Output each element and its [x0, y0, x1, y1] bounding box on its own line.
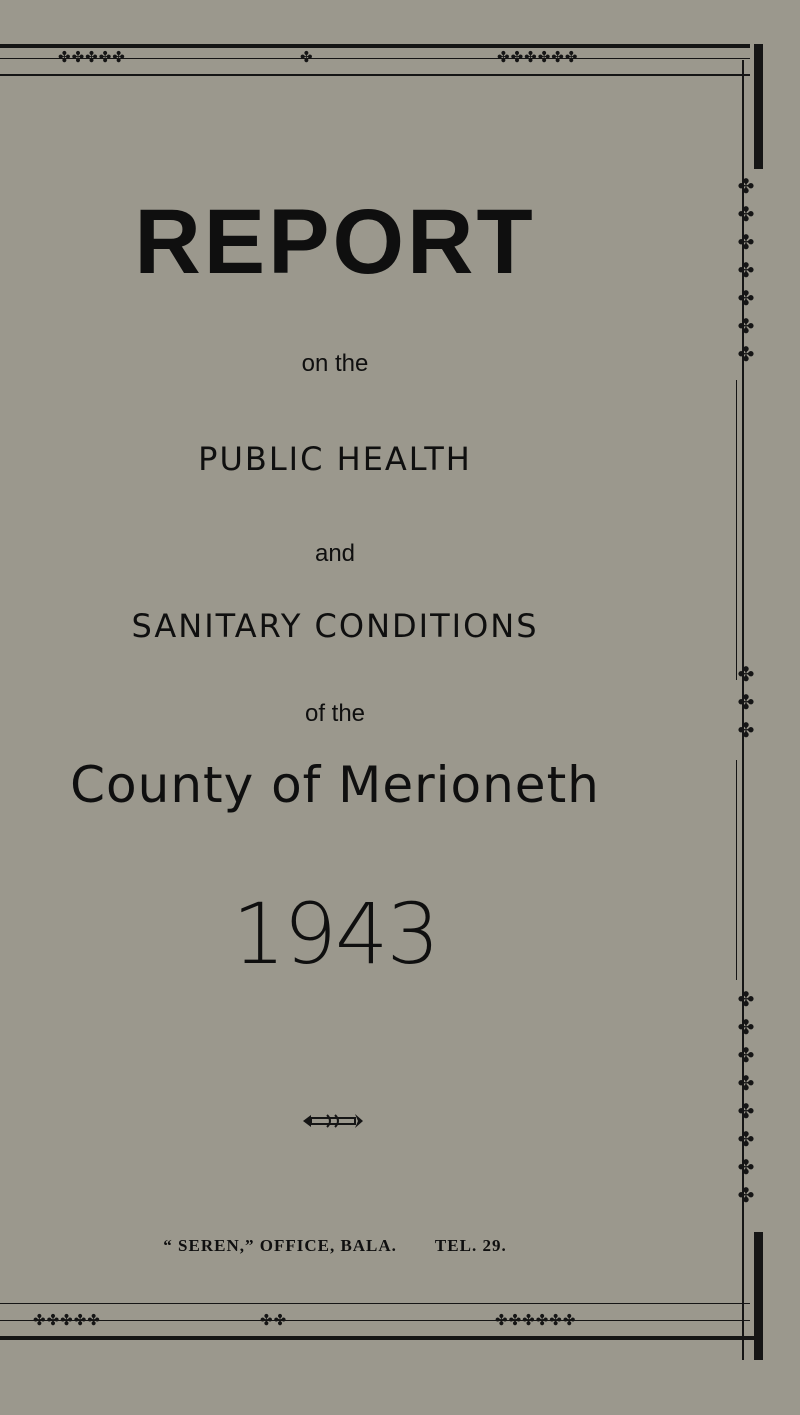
bottom-center-ornament-icon: ✤✤ [260, 1311, 288, 1329]
right-ornaments-lower-icon: ✤ ✤ ✤ ✤ ✤ ✤ ✤ ✤ [737, 987, 755, 1207]
report-year: 1943 [232, 885, 438, 983]
bottom-border-thin-rule [0, 1320, 750, 1321]
right-ornaments-upper-icon: ✤ ✤ ✤ ✤ ✤ ✤ ✤ [737, 174, 755, 366]
printer-office: “ SEREN,” OFFICE, BALA. [163, 1236, 397, 1255]
right-ornaments-middle-icon: ✤ ✤ ✤ [737, 662, 755, 742]
printer-telephone: TEL. 29. [434, 1236, 507, 1255]
printers-device-icon [301, 1110, 365, 1132]
top-center-ornament-icon: ✤ [300, 48, 314, 66]
bottom-right-ornaments-icon: ✤✤✤✤✤✤ [495, 1311, 577, 1329]
subtitle-of-the: of the [304, 700, 366, 727]
bottom-border-rule-top [0, 1303, 750, 1304]
printer-imprint [0, 1236, 670, 1256]
subtitle-sanitary-conditions: SANITARY CONDITIONS [131, 607, 539, 645]
subtitle-and: and [314, 540, 356, 567]
top-right-ornaments-icon: ✤✤✤✤✤✤ [497, 48, 579, 66]
right-border-rule [754, 44, 763, 169]
subtitle-public-health: PUBLIC HEALTH [198, 440, 472, 478]
right-border-lower-rule [754, 1232, 763, 1360]
right-border-mid-line [736, 380, 737, 680]
top-border-rule-lower [0, 74, 750, 76]
bottom-border-rule [0, 1336, 760, 1340]
bottom-left-ornaments-icon: ✤✤✤✤✤ [33, 1311, 101, 1329]
subtitle-on-the: on the [301, 350, 369, 377]
right-border-mid-line-2 [736, 760, 737, 980]
report-title: REPORT [134, 191, 536, 293]
county-name: County of Merioneth [70, 756, 600, 814]
top-left-ornaments-icon: ✤✤✤✤✤ [58, 48, 126, 66]
